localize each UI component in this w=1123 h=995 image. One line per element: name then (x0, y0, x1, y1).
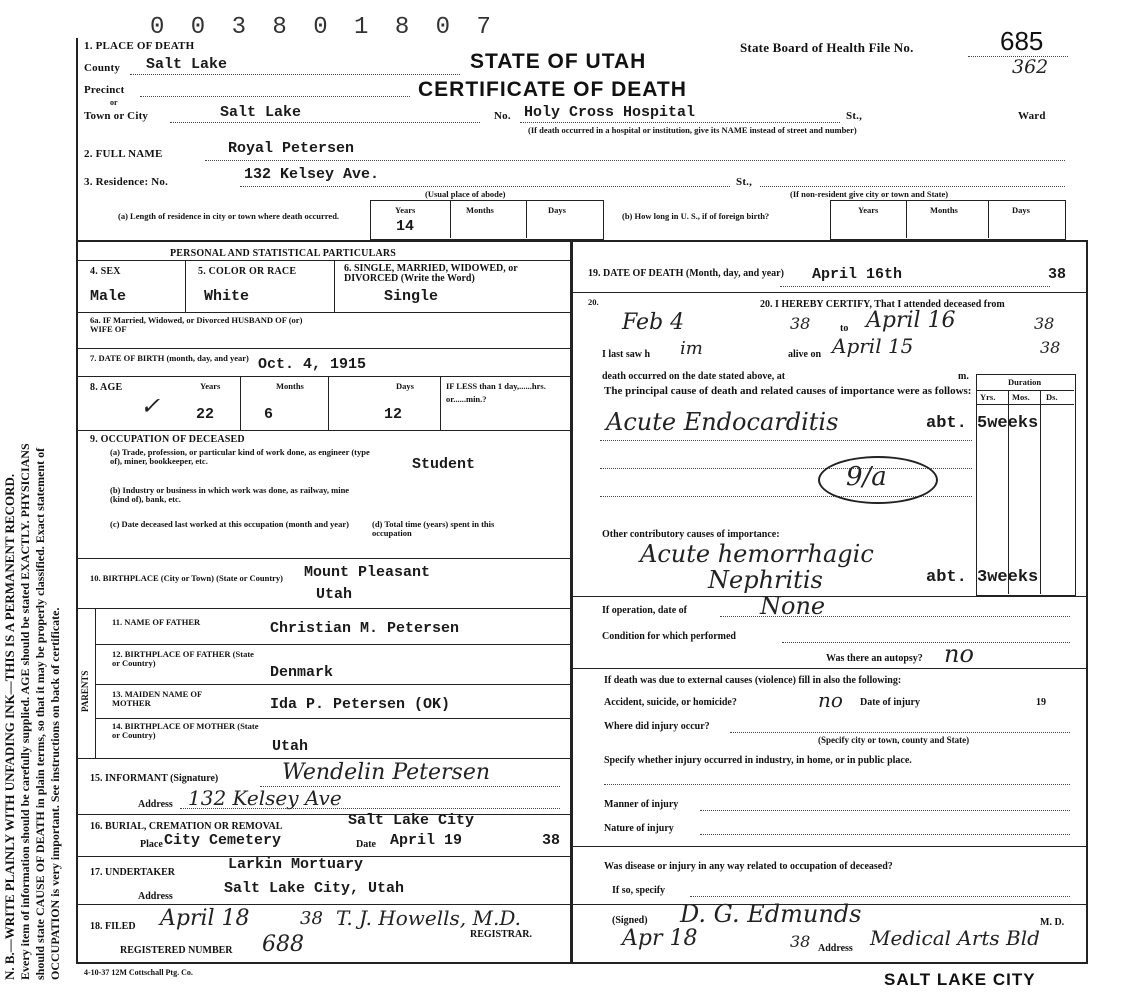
other-causes-label: Other contributory causes of importance: (602, 529, 780, 540)
county-line (130, 74, 460, 75)
death-date-label: 19. DATE OF DEATH (Month, day, and year) (588, 268, 784, 279)
county-label: County (84, 62, 121, 74)
sign-year: 38 (790, 932, 811, 951)
age-months-value: 6 (264, 406, 274, 423)
informant-signature: Wendelin Petersen (282, 760, 491, 785)
registered-number-value: 688 (262, 932, 304, 957)
age-label: 8. AGE (90, 382, 123, 393)
registrar-signature: T. J. Howells, M.D. (336, 906, 522, 930)
residence-value: 132 Kelsey Ave. (244, 166, 380, 183)
father-birthplace-label: 12. BIRTHPLACE OF FATHER (State or Country) (112, 649, 254, 668)
usual-abode-label: (Usual place of abode) (425, 189, 506, 199)
frame-left (76, 38, 78, 963)
st-label: St., (846, 110, 863, 122)
hospital-note: (If death occurred in a hospital or institution, give its NAME instead of street and number) (528, 125, 857, 135)
precinct-label: Precinct (84, 84, 125, 96)
hand-number: 362 (1012, 56, 1049, 78)
ward-label: Ward (1018, 110, 1046, 122)
personal-heading: PERSONAL AND STATISTICAL PARTICULARS (170, 248, 397, 259)
mother-birthplace-value: Utah (272, 738, 309, 755)
res-years-label: Years (395, 205, 416, 215)
age-days-label: Days (396, 381, 414, 391)
marital-label: 6. SINGLE, MARRIED, WIDOWED, or DIVORCED (Write the Word) (344, 263, 518, 284)
full-name-label: 2. FULL NAME (84, 148, 163, 160)
attended-from-year: 38 (790, 314, 811, 333)
to-label: to (840, 323, 849, 334)
precinct-line (140, 96, 410, 97)
specify-industry-label: Specify whether injury occurred in industry, in home, or in public place. (604, 755, 912, 766)
age-years-label: Years (200, 381, 221, 391)
informant-label: 15. INFORMANT (Signature) (90, 773, 219, 784)
attended-to-year: 38 (1034, 314, 1055, 333)
death-date-value: April 16th (812, 266, 903, 283)
age-months-label: Months (276, 381, 304, 391)
parents-label: PARENTS (80, 670, 90, 712)
alive-on-value: April 15 (832, 334, 914, 358)
sex-value: Male (90, 288, 127, 305)
birthplace-state-value: Utah (316, 586, 353, 603)
res-years-value: 14 (396, 218, 415, 235)
instructions-sidebar (0, 30, 72, 980)
town-value: Salt Lake (220, 104, 302, 121)
occupation-d-label: (d) Total time (years) spent in this occupation (372, 519, 495, 538)
full-name-line (205, 160, 1065, 161)
file-number: 685 (1000, 26, 1044, 56)
place-of-death-label: 1. PLACE OF DEATH (84, 40, 195, 52)
color-value: White (204, 288, 250, 305)
occupation-c-label: (c) Date deceased last worked at this occupation (month and year) (110, 519, 349, 529)
dob-label: 7. DATE OF BIRTH (month, day, and year) (90, 353, 249, 363)
occupation-b-label: (b) Industry or business in which work was done, as railway, mine (kind of), bank, etc. (110, 485, 350, 504)
attended-to: April 16 (866, 308, 956, 333)
condition-label: Condition for which performed (602, 631, 736, 642)
burial-place-label: Place (140, 839, 163, 850)
filed-year: 38 (300, 908, 323, 929)
physician-address: Medical Arts Bld (870, 926, 1040, 950)
autopsy-value: no (944, 640, 974, 668)
duration-ds-label: Ds. (1046, 392, 1058, 402)
residence-st-line (760, 186, 1065, 187)
birthplace-city-value: Mount Pleasant (304, 564, 431, 581)
nature-label: Nature of injury (604, 823, 674, 834)
hospital-line (520, 122, 840, 123)
certificate-number: 0 0 3 8 0 1 8 0 7 (150, 14, 497, 41)
md-label: M. D. (1040, 917, 1065, 928)
if-so-label: If so, specify (612, 885, 666, 896)
residence-st-label: St., (736, 176, 753, 188)
marital-value: Single (384, 288, 439, 305)
burial-place-value: Salt Lake City (348, 812, 475, 829)
sidebar-line-3: should state CAUSE OF DEATH in plain terms, so that it may be properly classified. Exact statement of (33, 447, 47, 980)
undertaker-address: Salt Lake City, Utah (224, 880, 405, 897)
cause-2: Acute hemorrhagic (640, 540, 874, 568)
street-no-label: No. (494, 110, 511, 122)
manner-label: Manner of injury (604, 799, 679, 810)
sidebar-line-1: N. B.—WRITE PLAINLY WITH UNFADING INK—THIS IS A PERMANENT RECORD. (2, 473, 17, 980)
burial-date-label: Date (356, 839, 376, 850)
cause-1-duration: abt. 5weeks (926, 414, 1039, 433)
spouse-label: 6a. IF Married, Widowed, or Divorced HUSBAND OF (or) WIFE OF (90, 315, 303, 334)
informant-address-label: Address (138, 799, 173, 810)
circled-code-text: 9/a (846, 462, 887, 492)
burial-year-value: 38 (542, 832, 561, 849)
external-causes-label: If death was due to external causes (violence) fill in also the following: (604, 675, 902, 686)
m-label: m. (958, 371, 969, 382)
less-than-day-label: IF LESS than 1 day,......hrs. or......min.? (446, 381, 546, 404)
cause-3-duration: abt. 3weeks (926, 568, 1039, 587)
cause-1: Acute Endocarditis (606, 408, 839, 436)
disease-related-label: Was disease or injury in any way related to occupation of deceased? (604, 861, 893, 872)
residence-line (240, 186, 730, 187)
physician-signature: D. G. Edmunds (680, 900, 862, 928)
accident-label: Accident, suicide, or homicide? (604, 697, 737, 708)
accident-value: no (818, 688, 843, 712)
operation-label: If operation, date of (602, 605, 687, 616)
sidebar-line-4: OCCUPATION is very important. See instructions on back of certificate. (48, 607, 62, 980)
specify-place-label: (Specify city or town, county and State) (818, 735, 970, 745)
physician-address-label: Address (818, 943, 853, 954)
sidebar-line-2: Every item of information should be carefully supplied. AGE should be stated EXACTLY. PHYSICIANS (18, 443, 32, 980)
duration-label: Duration (1008, 377, 1042, 387)
undertaker-value: Larkin Mortuary (228, 856, 364, 873)
occupation-a-label: (a) Trade, profession, or particular kind of work done, as engineer (type of), miner, bookkeeper, etc. (110, 447, 370, 466)
alive-year: 38 (1040, 338, 1061, 357)
undertaker-address-label: Address (138, 891, 173, 902)
us-months-label: Months (930, 205, 958, 215)
registrar-label: REGISTRAR. (470, 929, 532, 940)
father-birthplace-value: Denmark (270, 664, 334, 681)
attended-from: Feb 4 (622, 310, 685, 335)
autopsy-label: Was there an autopsy? (826, 653, 923, 664)
file-no-label: State Board of Health File No. (740, 40, 914, 55)
death-year-value: 38 (1048, 266, 1067, 283)
injury-where-label: Where did injury occur? (604, 721, 710, 732)
certify-label: 20. I HEREBY CERTIFY, That I attended deceased from (760, 299, 1005, 310)
registered-number-label: REGISTERED NUMBER (120, 945, 233, 956)
color-label: 5. COLOR OR RACE (198, 266, 297, 277)
full-name-value: Royal Petersen (228, 140, 355, 157)
occupation-value: Student (412, 456, 476, 473)
injury-year-label: 19 (1036, 697, 1046, 708)
mother-value: Ida P. Petersen (OK) (270, 696, 451, 713)
undertaker-label: 17. UNDERTAKER (90, 867, 176, 878)
duration-mos-label: Mos. (1012, 392, 1030, 402)
certificate-title: CERTIFICATE OF DEATH (418, 78, 687, 101)
duration-yrs-label: Yrs. (980, 392, 996, 402)
principal-cause-label: The principal cause of death and related causes of importance were as follows: (604, 385, 972, 397)
frame-right (1086, 240, 1088, 962)
residence-label: 3. Residence: No. (84, 176, 169, 188)
signed-label: (Signed) (612, 915, 648, 926)
town-line (170, 122, 480, 123)
sex-label: 4. SEX (90, 266, 121, 277)
state-title: STATE OF UTAH (470, 50, 647, 73)
county-value: Salt Lake (146, 56, 228, 73)
age-years-value: 22 (196, 406, 215, 423)
age-check-mark: ✓ (140, 392, 161, 420)
printer-note: 4-10-37 12M Cottschall Ptg. Co. (84, 968, 193, 977)
birthplace-label: 10. BIRTHPLACE (City or Town) (State or Country) (90, 573, 284, 583)
us-years-label: Years (858, 205, 879, 215)
father-label: 11. NAME OF FATHER (112, 617, 201, 627)
cause-3: Nephritis (708, 566, 823, 594)
informant-address: 132 Kelsey Ave (188, 786, 342, 810)
frame-bottom (76, 962, 1088, 964)
last-saw-value: im (680, 338, 703, 359)
city-stamp: SALT LAKE CITY (884, 970, 1036, 989)
dob-value: Oct. 4, 1915 (258, 356, 367, 373)
header-divider (76, 240, 1088, 242)
mother-birthplace-label: 14. BIRTHPLACE OF MOTHER (State or Country) (112, 721, 259, 740)
age-days-value: 12 (384, 406, 403, 423)
res-months-label: Months (466, 205, 494, 215)
injury-date-label: Date of injury (860, 697, 920, 708)
sign-date: Apr 18 (622, 926, 698, 951)
death-occurred-label: death occurred on the date stated above, at (602, 371, 786, 382)
length-residence-label: (a) Length of residence in city or town where death occurred. (118, 211, 340, 221)
column-divider (570, 242, 573, 962)
operation-value: None (760, 592, 826, 620)
father-value: Christian M. Petersen (270, 620, 460, 637)
mother-label: 13. MAIDEN NAME OF MOTHER (112, 689, 202, 708)
certify-number: 20. (588, 297, 599, 307)
res-days-label: Days (548, 205, 566, 215)
town-label: Town or City (84, 110, 149, 122)
us-days-label: Days (1012, 205, 1030, 215)
hospital-value: Holy Cross Hospital (524, 104, 696, 121)
burial-label: 16. BURIAL, CREMATION OR REMOVAL (90, 821, 283, 832)
duration-box (976, 374, 1076, 596)
us-length-label: (b) How long in U. S., if of foreign birth? (622, 211, 770, 221)
or-label: or (110, 98, 118, 107)
filed-value: April 18 (160, 906, 250, 931)
burial-date-value: April 19 (390, 832, 463, 849)
alive-label: alive on (788, 349, 822, 360)
occupation-label: 9. OCCUPATION OF DECEASED (90, 434, 245, 445)
filed-label: 18. FILED (90, 921, 136, 932)
cemetery-value: City Cemetery (164, 832, 282, 849)
nonresident-label: (If non-resident give city or town and State) (790, 189, 949, 199)
last-saw-label: I last saw h (602, 349, 651, 360)
